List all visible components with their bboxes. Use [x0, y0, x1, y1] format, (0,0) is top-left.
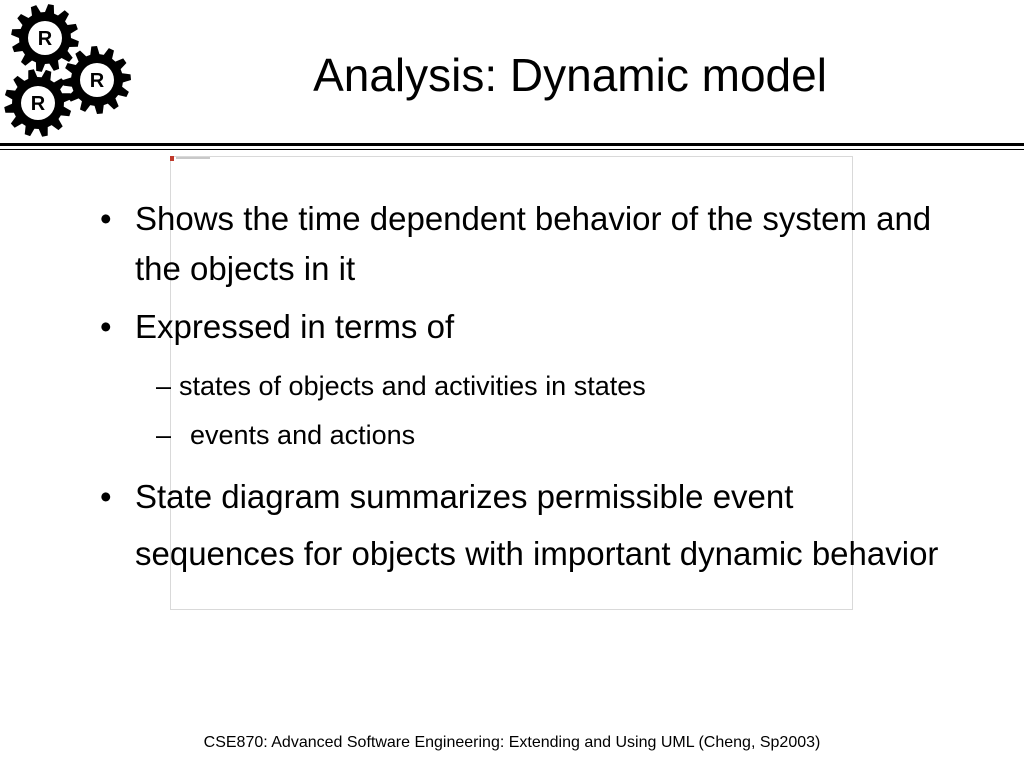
bullet-item — [100, 194, 960, 294]
bullet-text: Expressed in terms of — [135, 308, 455, 345]
header-rule-thin — [0, 149, 1024, 150]
header-rule-thick — [0, 143, 1024, 146]
bullet-marker: • — [100, 308, 112, 345]
sub-bullet-text: events and actions — [190, 420, 416, 450]
slide-footer: CSE870: Advanced Software Engineering: Extending and Using UML (Cheng, Sp2003) — [203, 734, 821, 751]
gear-letter: R — [89, 70, 105, 92]
bullet-text: Shows the time dependent behavior of the system and the objects in it — [135, 200, 932, 287]
gear-letter: R — [30, 93, 46, 115]
gear-letter: R — [37, 28, 53, 50]
sub-bullet-marker: – — [156, 420, 172, 450]
sub-bullet-marker: – — [156, 371, 172, 401]
gears-logo — [0, 0, 140, 140]
background-frame-caption — [176, 157, 210, 159]
broken-image-icon — [170, 156, 174, 161]
slide-title: Analysis: Dynamic model — [313, 49, 827, 101]
bullet-item — [100, 468, 960, 582]
gear-icon — [11, 4, 79, 72]
bullet-item — [100, 302, 960, 352]
bullet-marker: • — [100, 478, 112, 515]
gear-icon — [4, 69, 72, 137]
gear-icon — [63, 46, 131, 114]
sub-bullet-text: states of objects and activities in states — [179, 371, 646, 401]
bullet-marker: • — [100, 200, 112, 237]
bullet-text: State diagram summarizes permissible event sequences for objects with important dynamic behavior — [135, 478, 939, 572]
